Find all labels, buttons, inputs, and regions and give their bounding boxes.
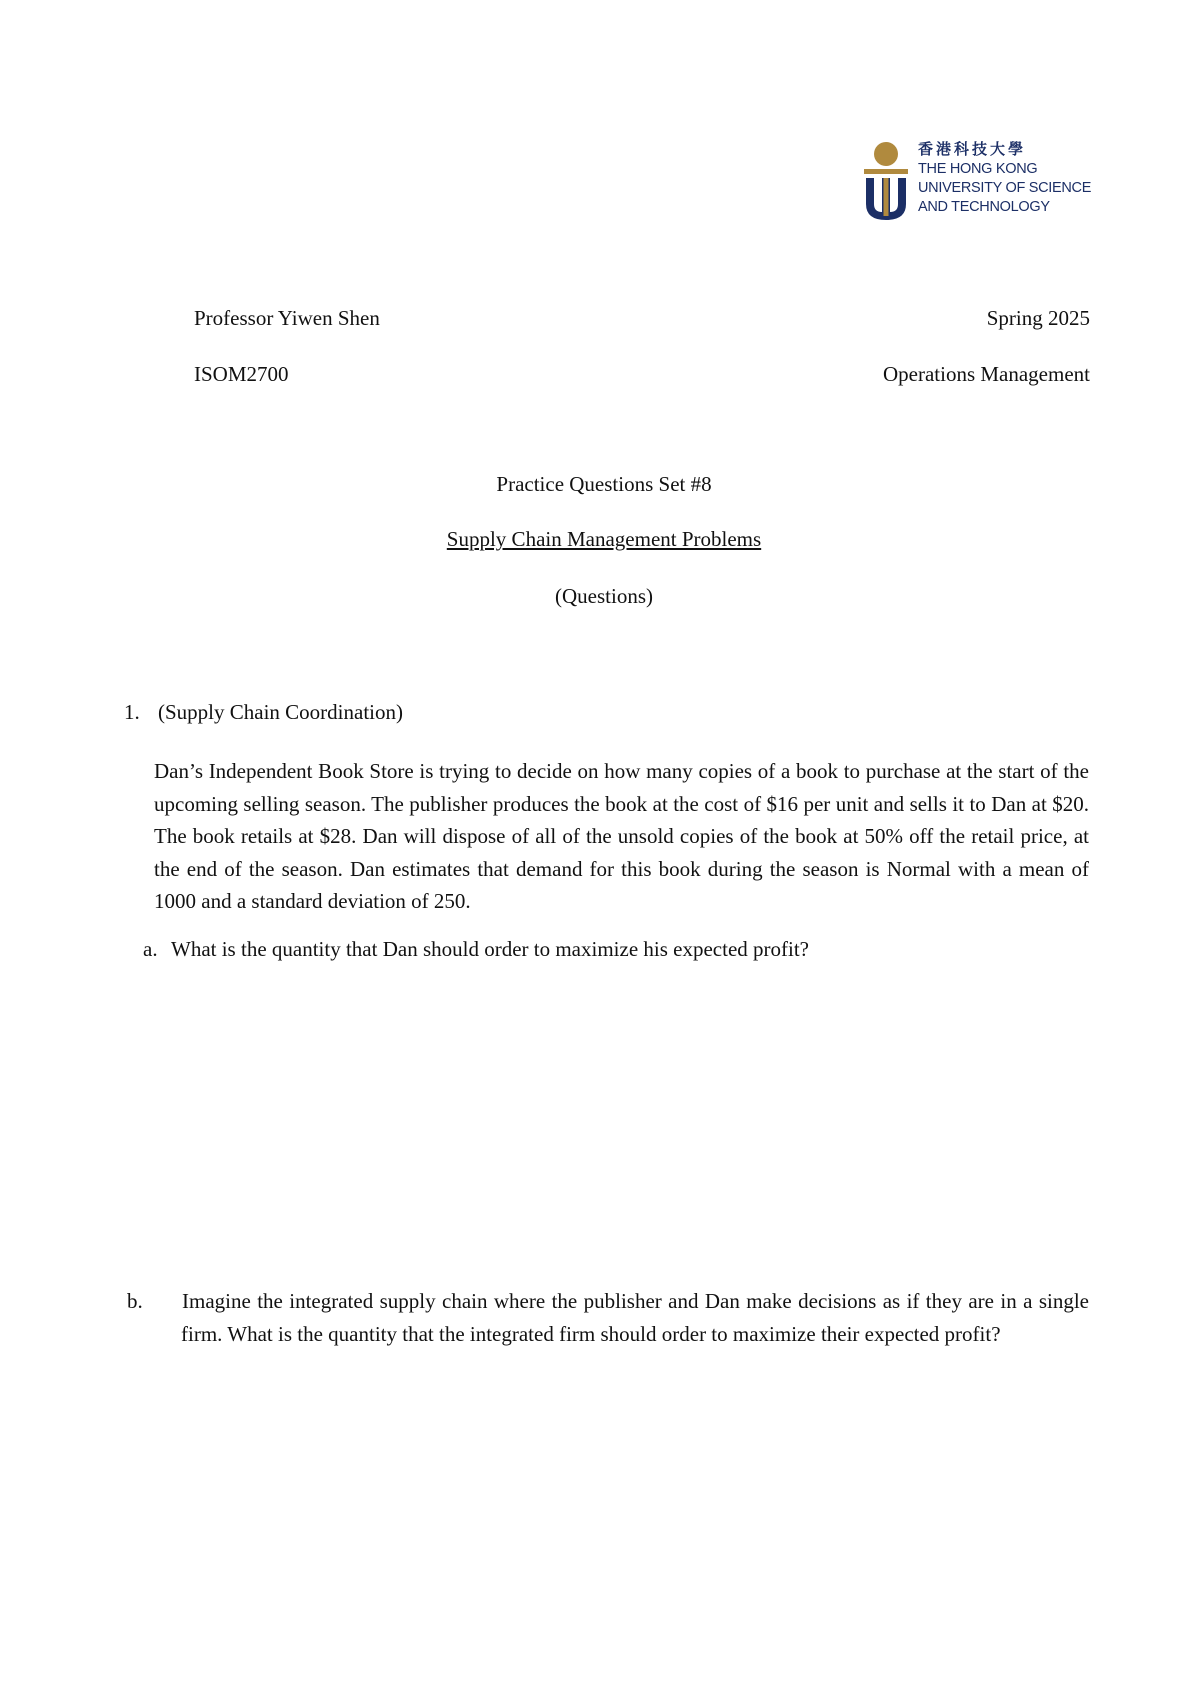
- university-emblem-icon: [860, 140, 912, 222]
- document-kind: (Questions): [555, 584, 653, 608]
- part-b-content: [127, 1285, 1089, 1350]
- term: Spring 2025: [986, 306, 1090, 330]
- question-1-part-a: [143, 933, 1093, 966]
- logo-chinese-name: 香港科技大學: [918, 141, 1027, 158]
- header-row-1: [194, 306, 1090, 331]
- topic-title: Supply Chain Management Problems: [446, 527, 762, 551]
- question-1-body: Dan’s Independent Book Store is trying to decide on how many copies of a book to purchase at the start of the upcoming selling season. The publisher produces the book at the cost of $16 per unit and sells it to Dan at $20. The book retails at $28. Dan will dispose of all of the unsold copies of the book at 50% off the retail price, at the end of the season. Dan estimates that demand for this book during the season is Normal with a mean of 1000 and a standard deviation of 250.: [154, 759, 1089, 913]
- question-1-heading: [124, 700, 403, 725]
- part-b-text: Imagine the integrated supply chain where the publisher and Dan make decisions as if they are in a single firm. What is the quantity that the integrated firm should order to maximize their expected profit?: [181, 1289, 1089, 1346]
- logo-line-1: THE HONG KONG: [918, 161, 1038, 177]
- question-1-part-b: [127, 1285, 1089, 1350]
- university-logo: [860, 140, 1100, 225]
- set-title: Practice Questions Set #8: [496, 472, 712, 496]
- part-b-marker: b.: [127, 1289, 143, 1313]
- header-row-2: [194, 362, 1090, 387]
- course-name: Operations Management: [882, 362, 1090, 386]
- part-a-marker: a.: [143, 937, 158, 961]
- logo-line-3: AND TECHNOLOGY: [918, 199, 1050, 215]
- professor-name: Professor Yiwen Shen: [194, 306, 380, 330]
- question-number: 1.: [124, 700, 140, 724]
- question-title: (Supply Chain Coordination): [158, 700, 403, 724]
- course-code: ISOM2700: [194, 362, 289, 386]
- logo-line-2: UNIVERSITY OF SCIENCE: [918, 180, 1092, 196]
- logo-wordmark: [918, 140, 1091, 217]
- part-a-text: What is the quantity that Dan should order to maximize his expected profit?: [171, 937, 809, 961]
